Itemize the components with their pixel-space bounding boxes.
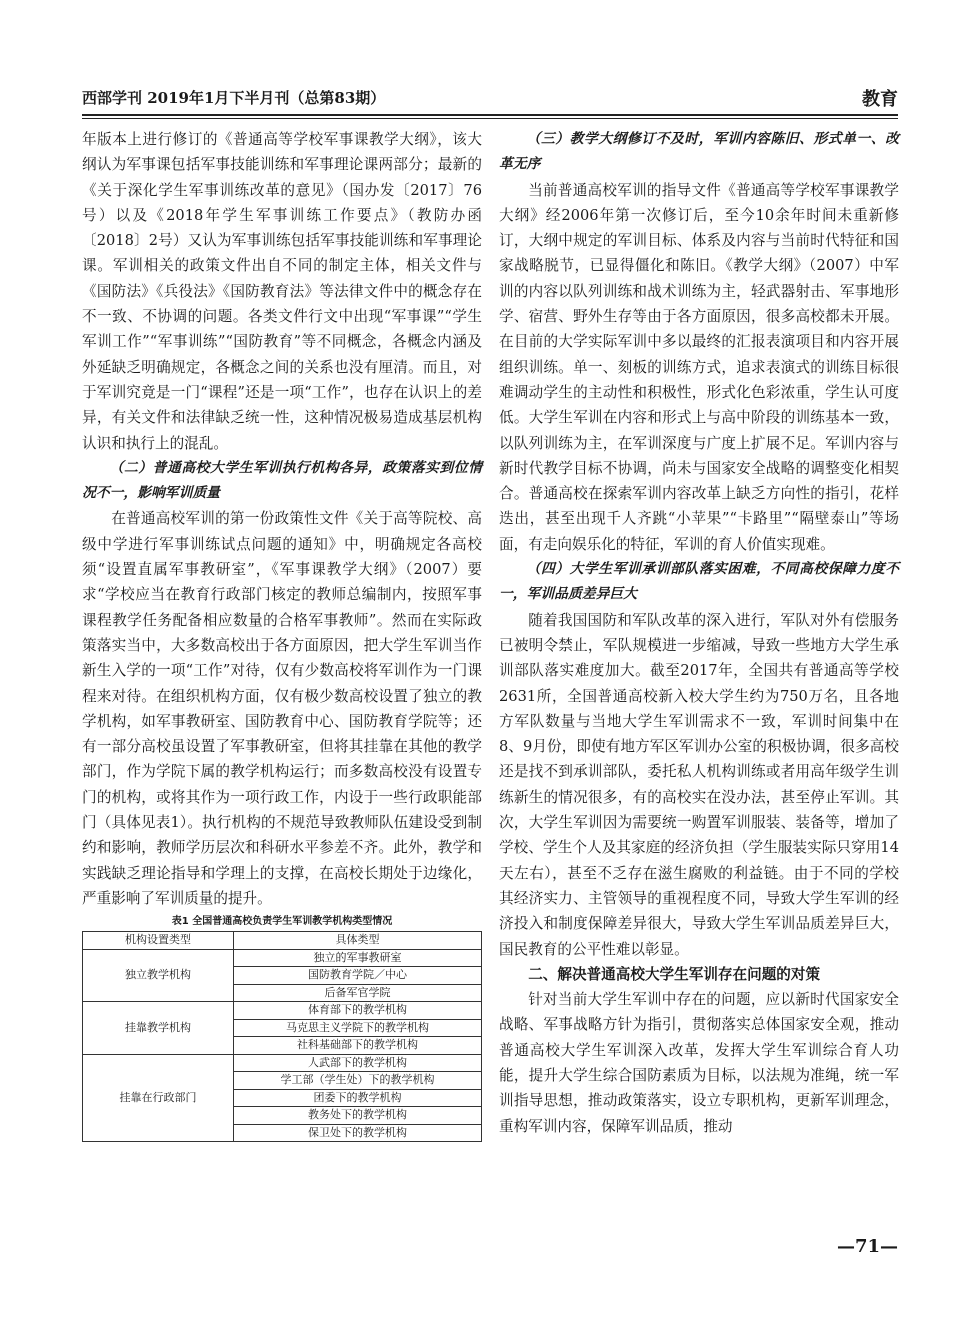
table-row: [83, 949, 482, 967]
table-cell: 社科基础部下的教学机构: [234, 1037, 482, 1055]
body-paragraph: 在普通高校军训的第一份政策性文件《关于高等院校、高级中学进行军事训练试点问题的通知》中，明确规定各高校须“设置直属军事教研室”，《军事课教学大纲》（2007）要求“学校应当在教育行政部门核定的教师总编制内，按照军事课程教学任务配备相应数量的合格军事教师”。然而在实际政策落实当中，大多数高校出于各方面原因，把大学生军训当作新生入学的一项“工作”对待，仅有少数高校将军训作为一门课程来对待。在组织机构方面，仅有极少数高校设置了独立的教学机构，如军事教研室、国防教育中心、国防教育学院等；还有一部分高校虽设置了军事教研室，但将其挂靠在其他的教学部门，作为学院下属的教学机构运行；而多数高校没有设置专门的机构，或将其作为一项行政工作，内设于一些行政职能部门（具体见表1）。执行机构的不规范导致教师队伍建设受到制约和影响，教师学历层次和科研水平参差不齐。此外，教学和实践缺乏理论指导和学理上的支撑，在高校长期处于边缘化，严重影响了军训质量的提升。: [82, 510, 482, 907]
table-cell: 学工部（学生处）下的教学机构: [234, 1072, 482, 1090]
table-header-cell: 机构设置类型: [83, 932, 234, 950]
header-rule-thin: [82, 118, 898, 119]
header-rule-thick: [82, 114, 898, 116]
body-paragraph: 当前普通高校军训的指导文件《普通高等学校军事课教学大纲》经2006年第一次修订后，至今10余年时间未重新修订，大纲中规定的军训目标、体系及内容与当前时代特征和国家战略脱节，已显得僵化和陈旧。《教学大纲》（2007）中军训的内容以队列训练和战术训练为主，轻武器射击、军事地形学、宿营、野外生存等由于各方面原因，很多高校都未开展。在目前的大学实际军训中多以最终的汇报表演项目和内容开展组织训练。单一、刻板的训练方式，追求表演式的训练目标很难调动学生的主动性和积极性，形式化色彩浓重，学生认可度低。大学生军训在内容和形式上与高中阶段的训练基本一致，以队列训练为主，在军训深度与广度上扩展不足。军训内容与新时代教学目标不协调，尚未与国家安全战略的调整变化相契合。普通高校在探索军训内容改革上缺乏方向性的指引，花样迭出，甚至出现千人齐跳“小苹果”“卡路里”“隔壁泰山”等场面，有走向娱乐化的特征，军训的育人价值实现难。: [499, 181, 899, 553]
journal-name: 西部学刊 2019年1月下半月刊（总第83期）: [82, 89, 386, 107]
table-header-row: [83, 932, 482, 950]
table-group-cell: 挂靠在行政部门: [83, 1054, 234, 1142]
table-cell: 人武部下的教学机构: [234, 1054, 482, 1072]
table-cell: 马克思主义学院下的教学机构: [234, 1019, 482, 1037]
table-cell: 保卫处下的教学机构: [234, 1124, 482, 1142]
left-column: [82, 127, 482, 1142]
table-cell: 体育部下的教学机构: [234, 1002, 482, 1020]
body-paragraph: 年版本上进行修订的《普通高等学校军事课教学大纲》，该大纲认为军事课包括军事技能训练和军事理论课两部分；最新的《关于深化学生军事训练改革的意见》（国办发〔2017〕76号）以及《2018年学生军事训练工作要点》（教防办函〔2018〕2号）又认为军事训练包括军事技能训练和军事理论课。军训相关的政策文件出自不同的制定主体，相关文件与《国防法》《兵役法》《国防教育法》等法律文件中的概念存在不一致、不协调的问题。各类文件行文中出现“军事课”“学生军训工作”“军事训练”“国防教育”等不同概念，各概念内涵及外延缺乏明确规定，各概念之间的关系也没有厘清。而且，对于军训究竟是一门“课程”还是一项“工作”，也存在认识上的差异，有关文件和法律缺乏统一性，这种情况极易造成基层机构认识和执行上的混乱。: [82, 131, 482, 452]
section-heading: 二、解决普通高校大学生军训存在问题的对策: [528, 965, 821, 983]
table-cell: 团委下的教学机构: [234, 1089, 482, 1107]
table-header-cell: 具体类型: [234, 932, 482, 950]
table-row: [83, 1054, 482, 1072]
running-header: [82, 83, 898, 113]
right-column: [499, 127, 899, 1139]
table-row: [83, 1002, 482, 1020]
subsection-heading: （三）教学大纲修订不及时，军训内容陈旧、形式单一、改革无序: [499, 131, 899, 173]
table-group-cell: 挂靠教学机构: [83, 1002, 234, 1055]
body-paragraph: 随着我国国防和军队改革的深入进行，军队对外有偿服务已被明令禁止，军队规模进一步缩减，导致一些地方大学生承训部队落实难度加大。截至2017年，全国共有普通高等学校2631所，全国普通高校新入校大学生约为750万名，且各地方军队数量与当地大学生军训需求不一致，军训时间集中在8、9月份，即使有地方军区军训办公室的积极协调，很多高校还是找不到承训部队，委托私人机构训练或者用高年级学生训练新生的情况很多，有的高校实在没办法，甚至停止军训。其次，大学生军训因为需要统一购置军训服装、装备等，增加了学校、学生个人及其家庭的经济负担（学生服装实际只穿用14天左右），甚至不乏存在滋生腐败的利益链。由于不同的学校其经济实力、主管领导的重视程度不同，导致大学生军训的经济投入和制度保障差异很大，导致大学生军训品质差异巨大，国民教育的公平性难以彰显。: [499, 611, 899, 958]
table-caption: 表1 全国普通高校负责学生军训教学机构类型情况: [171, 916, 393, 928]
institution-type-table: [82, 931, 482, 1142]
subsection-heading: （二）普通高校大学生军训执行机构各异，政策落实到位情况不一，影响军训质量: [82, 459, 482, 502]
subsection-heading: （四）大学生军训承训部队落实困难，不同高校保障力度不一，军训品质差异巨大: [499, 561, 899, 603]
table-cell: 国防教育学院／中心: [234, 967, 482, 985]
body-paragraph: 针对当前大学生军训中存在的问题，应以新时代国家安全战略、军事战略方针为指引，贯彻落实总体国家安全观，推动普通高校大学生军训深入改革，发挥大学生军训综合育人功能，提升大学生综合国防素质为目标，以法规为准绳，统一军训指导思想，推动政策落实，设立专职机构，更新军训理念，重构军训内容，保障军训品质，推动: [499, 991, 899, 1135]
table-cell: 独立的军事教研室: [234, 949, 482, 967]
table-group-cell: 独立教学机构: [83, 949, 234, 1002]
page-number: —71—: [836, 1236, 898, 1257]
table-cell: 后备军官学院: [234, 984, 482, 1002]
section-label: 教育: [862, 89, 898, 110]
table-cell: 教务处下的教学机构: [234, 1107, 482, 1125]
